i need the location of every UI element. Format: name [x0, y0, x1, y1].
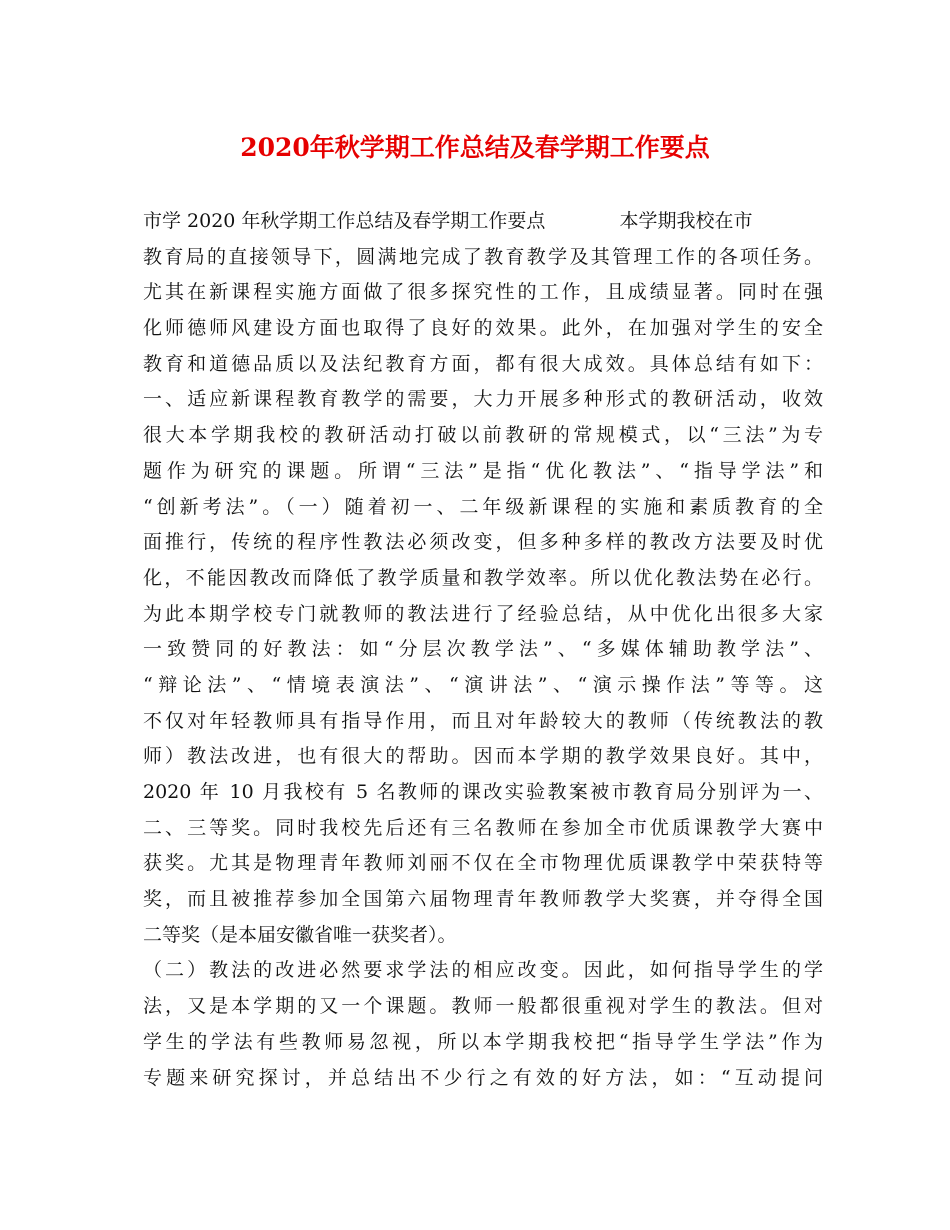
first-line-left: 市学 2020 年秋学期工作总结及春学期工作要点: [143, 210, 546, 232]
body-line: 专题来研究探讨，并总结出不少行之有效的好方法，如：“互动提问: [143, 1066, 823, 1089]
body-line: （二）教法的改进必然要求学法的相应改变。因此，如何指导学生的学: [143, 959, 823, 982]
body-line: 获奖。尤其是物理青年教师刘丽不仅在全市物理优质课教学中荣获特等: [143, 852, 823, 875]
body-line: 2020 年 10 月我校有 5 名教师的课改实验教案被市教育局分别评为一、: [143, 781, 823, 803]
body-line: 教育局的直接领导下，圆满地完成了教育教学及其管理工作的各项任务。: [143, 245, 823, 268]
body-line: 化，不能因教改而降低了教学质量和教学效率。所以优化教法势在必行。: [143, 566, 823, 589]
body-line: 不仅对年轻教师具有指导作用，而且对年龄较大的教师（传统教法的教: [143, 709, 823, 732]
body-line: “创新考法”。（一）随着初一、二年级新课程的实施和素质教育的全: [143, 495, 823, 518]
body-line: 面推行，传统的程序性教法必须改变，但多种多样的教改方法要及时优: [143, 531, 823, 554]
body-line: 化师德师风建设方面也取得了良好的效果。此外，在加强对学生的安全: [143, 317, 823, 340]
document-title: 2020年秋学期工作总结及春学期工作要点: [240, 133, 710, 162]
body-line: 奖，而且被推荐参加全国第六届物理青年教师教学大奖赛，并夺得全国: [143, 888, 823, 911]
body-line: 为此本期学校专门就教师的教法进行了经验总结，从中优化出很多大家: [143, 602, 823, 625]
body-line: 法，又是本学期的又一个课题。教师一般都很重视对学生的教法。但对: [143, 995, 823, 1018]
body-line: 教育和道德品质以及法纪教育方面，都有很大成效。具体总结有如下：: [143, 352, 823, 375]
body-line: 二等奖（是本届安徽省唯一获奖者）。: [143, 923, 457, 946]
body-line: 学生的学法有些教师易忽视，所以本学期我校把“指导学生学法”作为: [143, 1030, 823, 1053]
body-line: 尤其在新课程实施方面做了很多探究性的工作，且成绩显著。同时在强: [143, 281, 823, 304]
first-line: [143, 204, 823, 240]
body-line: 一、适应新课程教育教学的需要，大力开展多种形式的教研活动，收效: [143, 388, 823, 411]
first-line-right: 本学期我校在市: [619, 210, 753, 232]
document-body: [143, 204, 823, 1096]
body-line: 题作为研究的课题。所谓“三法”是指“优化教法”、“指导学法”和: [143, 459, 823, 482]
body-line: 很大本学期我校的教研活动打破以前教研的常规模式，以“三法”为专: [143, 424, 823, 447]
body-line: 二、三等奖。同时我校先后还有三名教师在参加全市优质课教学大赛中: [143, 816, 823, 839]
body-line: 师）教法改进，也有很大的帮助。因而本学期的教学效果良好。其中，: [143, 745, 823, 768]
body-line: 一致赞同的好教法：如“分层次教学法”、“多媒体辅助教学法”、: [143, 638, 823, 661]
body-line: “辩论法”、“情境表演法”、“演讲法”、“演示操作法”等等。这: [143, 673, 823, 696]
